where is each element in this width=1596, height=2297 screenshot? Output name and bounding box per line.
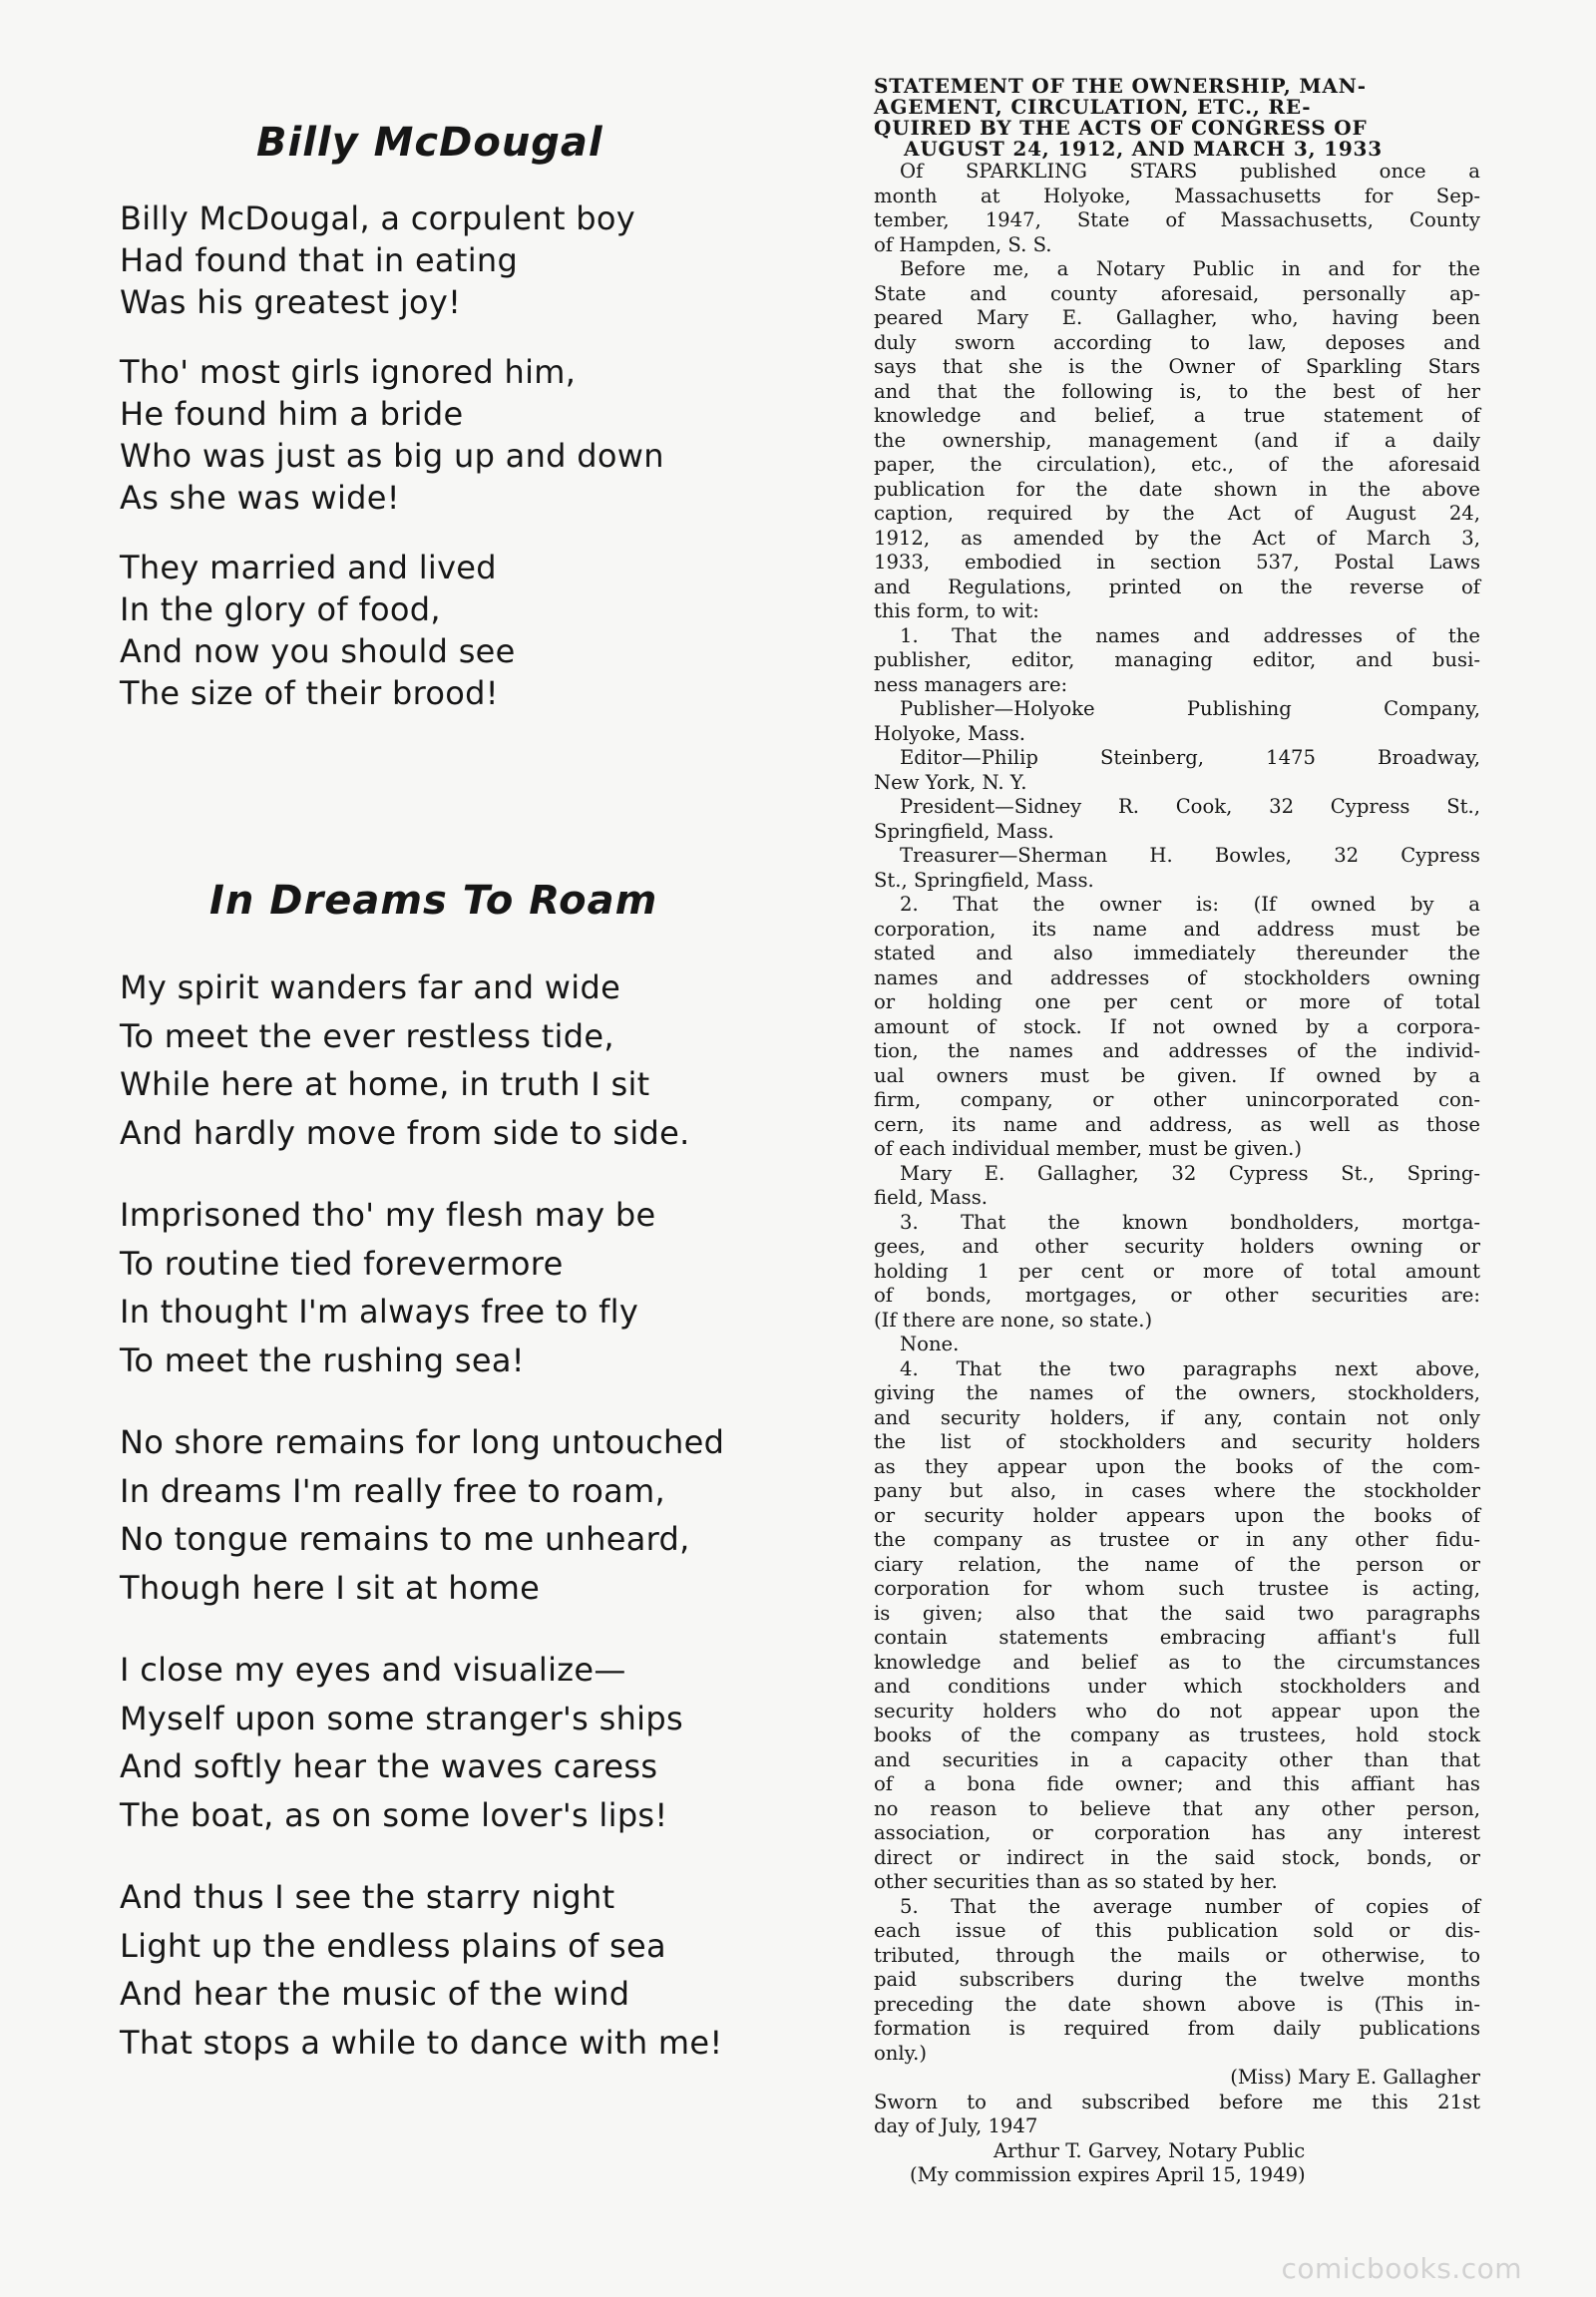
statement-line: (If there are none, so state.) xyxy=(874,1308,1153,1332)
statement-line: or security holder appears upon the books of xyxy=(874,1503,1480,1527)
statement-line: cern, its name and address, as well as those xyxy=(874,1112,1480,1136)
poem-line: Tho' most girls ignored him, xyxy=(120,353,577,391)
watermark: comicbooks.com xyxy=(1281,2252,1522,2285)
statement-line: knowledge and belief as to the circumstances xyxy=(874,1650,1480,1674)
statement-line: Before me, a Notary Public in and for the xyxy=(900,257,1480,280)
statement-line: other securities than as so stated by her. xyxy=(874,1870,1278,1893)
poem-in-dreams-to-roam xyxy=(120,878,758,2067)
statement-line: ness managers are: xyxy=(874,672,1068,696)
poem-line: That stops a while to dance with me! xyxy=(120,2023,723,2062)
statement-line: 1. That the names and addresses of the xyxy=(900,623,1480,647)
heading-line: AUGUST 24, 1912, AND MARCH 3, 1933 xyxy=(904,137,1383,161)
stanza xyxy=(120,963,758,1157)
poem-line: Though here I sit at home xyxy=(120,1568,541,1607)
stanza xyxy=(120,197,758,323)
heading-line: AGEMENT, CIRCULATION, ETC., RE- xyxy=(874,95,1312,119)
poem-line: To meet the rushing sea! xyxy=(120,1340,525,1379)
statement-line: each issue of this publication sold or dis- xyxy=(874,1919,1480,1942)
poem-line: While here at home, in truth I sit xyxy=(120,1065,650,1103)
poem-billy-mcdougal xyxy=(120,120,758,714)
poem-line: And softly hear the waves caress xyxy=(120,1747,658,1785)
statement-line: Holyoke, Mass. xyxy=(874,721,1026,745)
statement-line: direct or indirect in the said stock, bonds, or xyxy=(874,1845,1480,1869)
statement-line: 3. That the known bondholders, mortga- xyxy=(900,1210,1480,1234)
statement-line: as they appear upon the books of the com- xyxy=(874,1454,1480,1478)
statement-line: tember, 1947, State of Massachusetts, County xyxy=(874,208,1480,231)
statement-line: corporation for whom such trustee is acting, xyxy=(874,1577,1480,1600)
poem-title: In Dreams To Roam xyxy=(209,878,658,924)
statement-line: the list of stockholders and security holders xyxy=(874,1430,1480,1453)
statement-line: association, or corporation has any interest xyxy=(874,1821,1480,1844)
statement-line: Arthur T. Garvey, Notary Public xyxy=(994,2138,1306,2162)
statement-line: 4. That the two paragraphs next above, xyxy=(900,1356,1480,1380)
statement-line: Editor—Philip Steinberg, 1475 Broadway, xyxy=(900,746,1480,769)
stanza xyxy=(120,1191,758,1384)
statement-line: 5. That the average number of copies of xyxy=(900,1894,1480,1918)
statement-line: Treasurer—Sherman H. Bowles, 32 Cypress xyxy=(900,844,1480,867)
statement-line: month at Holyoke, Massachusetts for Sep- xyxy=(874,184,1480,207)
ownership-statement xyxy=(874,76,1480,2188)
poem-line: Was his greatest joy! xyxy=(120,283,462,321)
statement-line: Of SPARKLING STARS published once a xyxy=(900,160,1480,183)
statement-line: of Hampden, S. S. xyxy=(874,232,1052,256)
poem-line: I close my eyes and visualize— xyxy=(120,1651,626,1689)
statement-line: formation is required from daily publications xyxy=(874,2017,1480,2040)
statement-line: Sworn to and subscribed before me this 21st xyxy=(874,2090,1480,2113)
statement-line: St., Springfield, Mass. xyxy=(874,868,1094,892)
statement-line: or holding one per cent or more of total xyxy=(874,990,1480,1013)
statement-line: tributed, through the mails or otherwise, to xyxy=(874,1943,1480,1967)
statement-line: of each individual member, must be given.) xyxy=(874,1137,1302,1160)
poem-line: Who was just as big up and down xyxy=(120,437,664,475)
poem-line: And thus I see the starry night xyxy=(120,1878,615,1916)
statement-line: holding 1 per cent or more of total amount xyxy=(874,1259,1480,1283)
statement-line: peared Mary E. Gallagher, who, having been xyxy=(874,306,1480,329)
statement-line: giving the names of the owners, stockholders, xyxy=(874,1381,1480,1404)
poem-line: In the glory of food, xyxy=(120,590,441,628)
statement-line: this form, to wit: xyxy=(874,599,1039,622)
statement-line: tion, the names and addresses of the individ- xyxy=(874,1039,1480,1062)
poem-line: As she was wide! xyxy=(120,479,400,517)
statement-line: corporation, its name and address must be xyxy=(874,917,1480,941)
poem-line: In thought I'm always free to fly xyxy=(120,1293,639,1331)
statement-line: security holders who do not appear upon the xyxy=(874,1699,1480,1723)
poem-title: Billy McDougal xyxy=(256,120,603,166)
poem-line: My spirit wanders far and wide xyxy=(120,968,621,1006)
poems-column xyxy=(120,120,758,2101)
statement-line: 1933, embodied in section 537, Postal Laws xyxy=(874,551,1480,574)
statement-line: no reason to believe that any other person, xyxy=(874,1796,1480,1820)
statement-body xyxy=(874,160,1480,2188)
statement-line: (My commission expires April 15, 1949) xyxy=(910,2163,1306,2186)
statement-line: books of the company as trustees, hold stock xyxy=(874,1723,1480,1746)
poem-line: In dreams I'm really free to roam, xyxy=(120,1471,665,1510)
heading-line: STATEMENT OF THE OWNERSHIP, MAN- xyxy=(874,74,1367,98)
statement-line: Mary E. Gallagher, 32 Cypress St., Spring- xyxy=(900,1161,1480,1185)
stanza xyxy=(120,547,758,714)
statement-line: of a bona fide owner; and this affiant has xyxy=(874,1772,1480,1795)
statement-line: Publisher—Holyoke Publishing Company, xyxy=(900,697,1480,720)
statement-line: ciary relation, the name of the person or xyxy=(874,1552,1480,1576)
statement-heading xyxy=(874,76,1480,160)
statement-line: caption, required by the Act of August 24, xyxy=(874,502,1480,525)
statement-line: is given; also that the said two paragraphs xyxy=(874,1601,1480,1625)
statement-line: the ownership, management (and if a daily xyxy=(874,428,1480,452)
poem-line: The size of their brood! xyxy=(120,674,499,712)
statement-line: stated and also immediately thereunder the xyxy=(874,942,1480,964)
poem-line: Myself upon some stranger's ships xyxy=(120,1699,683,1737)
statement-line: contain statements embracing affiant's full xyxy=(874,1626,1480,1649)
poem-line: Imprisoned tho' my flesh may be xyxy=(120,1196,656,1234)
poem-line: To routine tied forevermore xyxy=(120,1244,564,1283)
statement-line: amount of stock. If not owned by a corpora- xyxy=(874,1014,1480,1038)
poem-line: The boat, as on some lover's lips! xyxy=(120,1795,668,1834)
statement-line: names and addresses of stockholders owning xyxy=(874,965,1480,989)
statement-line: New York, N. Y. xyxy=(874,770,1027,794)
poem-line: They married and lived xyxy=(120,549,497,586)
statement-line: 2. That the owner is: (If owned by a xyxy=(900,893,1480,916)
poem-line: Billy McDougal, a corpulent boy xyxy=(120,199,636,237)
statement-line: publisher, editor, managing editor, and busi- xyxy=(874,648,1480,671)
statement-line: and securities in a capacity other than that xyxy=(874,1747,1480,1771)
statement-line: (Miss) Mary E. Gallagher xyxy=(1230,2066,1480,2089)
poem-line: To meet the ever restless tide, xyxy=(120,1016,614,1055)
statement-line: says that she is the Owner of Sparkling Stars xyxy=(874,355,1480,378)
stanza xyxy=(120,1873,758,2067)
poem-line: And hear the music of the wind xyxy=(120,1975,630,2013)
statement-line: gees, and other security holders owning or xyxy=(874,1235,1480,1258)
statement-line: only.) xyxy=(874,2041,928,2065)
stanza xyxy=(120,351,758,519)
statement-line: and Regulations, printed on the reverse of xyxy=(874,574,1480,598)
statement-line: State and county aforesaid, personally ap- xyxy=(874,281,1480,305)
statement-line: Springfield, Mass. xyxy=(874,819,1054,843)
poem-line: No tongue remains to me unheard, xyxy=(120,1520,690,1558)
statement-line: and conditions under which stockholders and xyxy=(874,1675,1480,1698)
statement-line: duly sworn according to law, deposes and xyxy=(874,330,1480,354)
poem-line: No shore remains for long untouched xyxy=(120,1423,725,1461)
statement-line: knowledge and belief, a true statement of xyxy=(874,404,1480,427)
statement-line: pany but also, in cases where the stockholder xyxy=(874,1479,1480,1502)
poem-line: Light up the endless plains of sea xyxy=(120,1926,666,1965)
statement-line: day of July, 1947 xyxy=(874,2114,1038,2137)
statement-line: and security holders, if any, contain not only xyxy=(874,1405,1480,1429)
poem-line: He found him a bride xyxy=(120,395,464,433)
statement-line: President—Sidney R. Cook, 32 Cypress St., xyxy=(900,795,1480,818)
poem-line: And now you should see xyxy=(120,632,516,670)
statement-line: of bonds, mortgages, or other securities are: xyxy=(874,1284,1480,1307)
statement-line: preceding the date shown above is (This in- xyxy=(874,1992,1480,2016)
statement-line: field, Mass. xyxy=(874,1186,989,1209)
stanza xyxy=(120,1418,758,1612)
statement-line: firm, company, or other unincorporated con- xyxy=(874,1088,1480,1111)
poem-line: And hardly move from side to side. xyxy=(120,1113,690,1152)
statement-line: the company as trustee or in any other fidu- xyxy=(874,1528,1480,1551)
statement-line: 1912, as amended by the Act of March 3, xyxy=(874,526,1480,550)
poem-line: Had found that in eating xyxy=(120,241,519,279)
statement-line: publication for the date shown in the above xyxy=(874,477,1480,501)
statement-line: ual owners must be given. If owned by a xyxy=(874,1063,1480,1087)
statement-line: None. xyxy=(900,1333,960,1355)
statement-line: and that the following is, to the best of her xyxy=(874,379,1480,403)
statement-line: paid subscribers during the twelve months xyxy=(874,1968,1480,1991)
heading-line: QUIRED BY THE ACTS OF CONGRESS OF xyxy=(874,116,1368,140)
statement-line: paper, the circulation), etc., of the aforesaid xyxy=(874,453,1480,476)
stanza xyxy=(120,1646,758,1839)
